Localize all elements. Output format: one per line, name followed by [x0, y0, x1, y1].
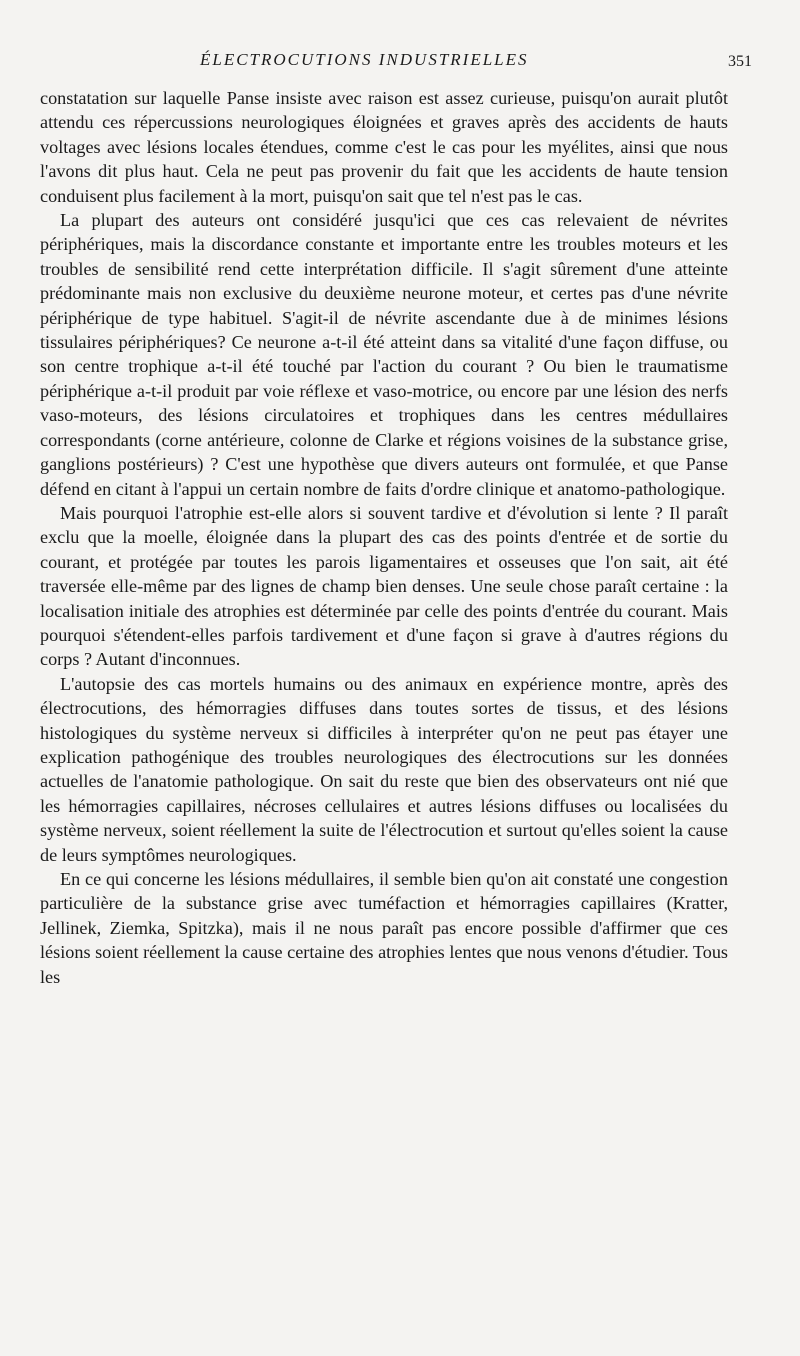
page-number: 351: [728, 53, 752, 70]
body-text: [40, 86, 728, 989]
paragraph-4: L'autopsie des cas mortels humains ou des animaux en expérience montre, après des électrocutions, des hémorragies diffuses dans toutes sortes de tissus, et des lésions histologiques du système nerveux si difficiles à interpréter qu'on ne peut pas étayer une explication pathogénique des troubles neurologiques des électrocutions sur les données actuelles de l'anatomie pathologique. On sait du reste que bien des observateurs ont nié que les hémorragies capillaires, nécroses cellulaires et autres lésions diffuses ou localisées du système nerveux, soient réellement la suite de l'électrocution et surtout qu'elles soient la cause de leurs symptômes neurologiques.: [40, 673, 728, 865]
paragraph-2: La plupart des auteurs ont considéré jusqu'ici que ces cas relevaient de névrites périphériques, mais la discordance constante et importante entre les troubles moteurs et les troubles de sensibilité rend cette interprétation difficile. Il s'agit sûrement d'une atteinte prédominante mais non exclusive du deuxième neurone moteur, et certes pas d'une névrite périphérique de type habituel. S'agit-il de névrite ascendante due à de minimes lésions tissulaires périphériques? Ce neurone a-t-il été atteint dans sa vitalité d'une façon diffuse, ou son centre trophique a-t-il été touché par l'action du courant ? Ou bien le traumatisme périphérique a-t-il produit par voie réflexe et vaso-motrice, ou encore par une lésion des nerfs vaso-moteurs, des lésions circulatoires et trophiques dans les centres médullaires correspondants (corne antérieure, colonne de Clarke et régions voisines de la substance grise, ganglions postérieurs) ? C'est une hypothèse que divers auteurs ont formulée, et que Panse défend en citant à l'appui un certain nombre de faits d'ordre clinique et anatomo-pathologique.: [40, 210, 728, 499]
paragraph-3: Mais pourquoi l'atrophie est-elle alors si souvent tardive et d'évolution si lente ? Il paraît exclu que la moelle, éloignée dans la plupart des cas des points d'entrée et de sortie du courant, et protégée par toutes les parois ligamentaires et osseuses que l'on sait, ait été traversée elle-même par des lignes de champ bien denses. Une seule chose paraît certaine : la localisation initiale des atrophies est déterminée par celle des points d'entrée du courant. Mais pourquoi s'étendent-elles parfois tardivement et d'une façon si grave à d'autres régions du corps ? Autant d'inconnues.: [40, 502, 728, 670]
paragraph-5: En ce qui concerne les lésions médullaires, il semble bien qu'on ait constaté une congestion particulière de la substance grise avec tuméfaction et hémorragies capillaires (Kratter, Jellinek, Ziemka, Spitzka), mais il ne nous paraît pas encore possible d'affirmer que ces lésions soient réellement la cause certaine des atrophies lentes que nous venons d'étudier. Tous les: [40, 869, 728, 987]
paragraph-1: constatation sur laquelle Panse insiste avec raison est assez curieuse, puisqu'on aurait plutôt attendu ces répercussions neurologiques éloignées et graves après des accidents de hauts voltages avec lésions locales étendues, comme c'est le cas pour les myélites, ainsi que nous l'avons dit plus haut. Cela ne peut pas provenir du fait que les accidents de haute tension conduisent plus facilement à la mort, puisqu'on sait que tel n'est pas le cas.: [40, 88, 728, 206]
running-title: ÉLECTROCUTIONS INDUSTRIELLES: [200, 50, 529, 69]
page-header: [40, 50, 752, 80]
